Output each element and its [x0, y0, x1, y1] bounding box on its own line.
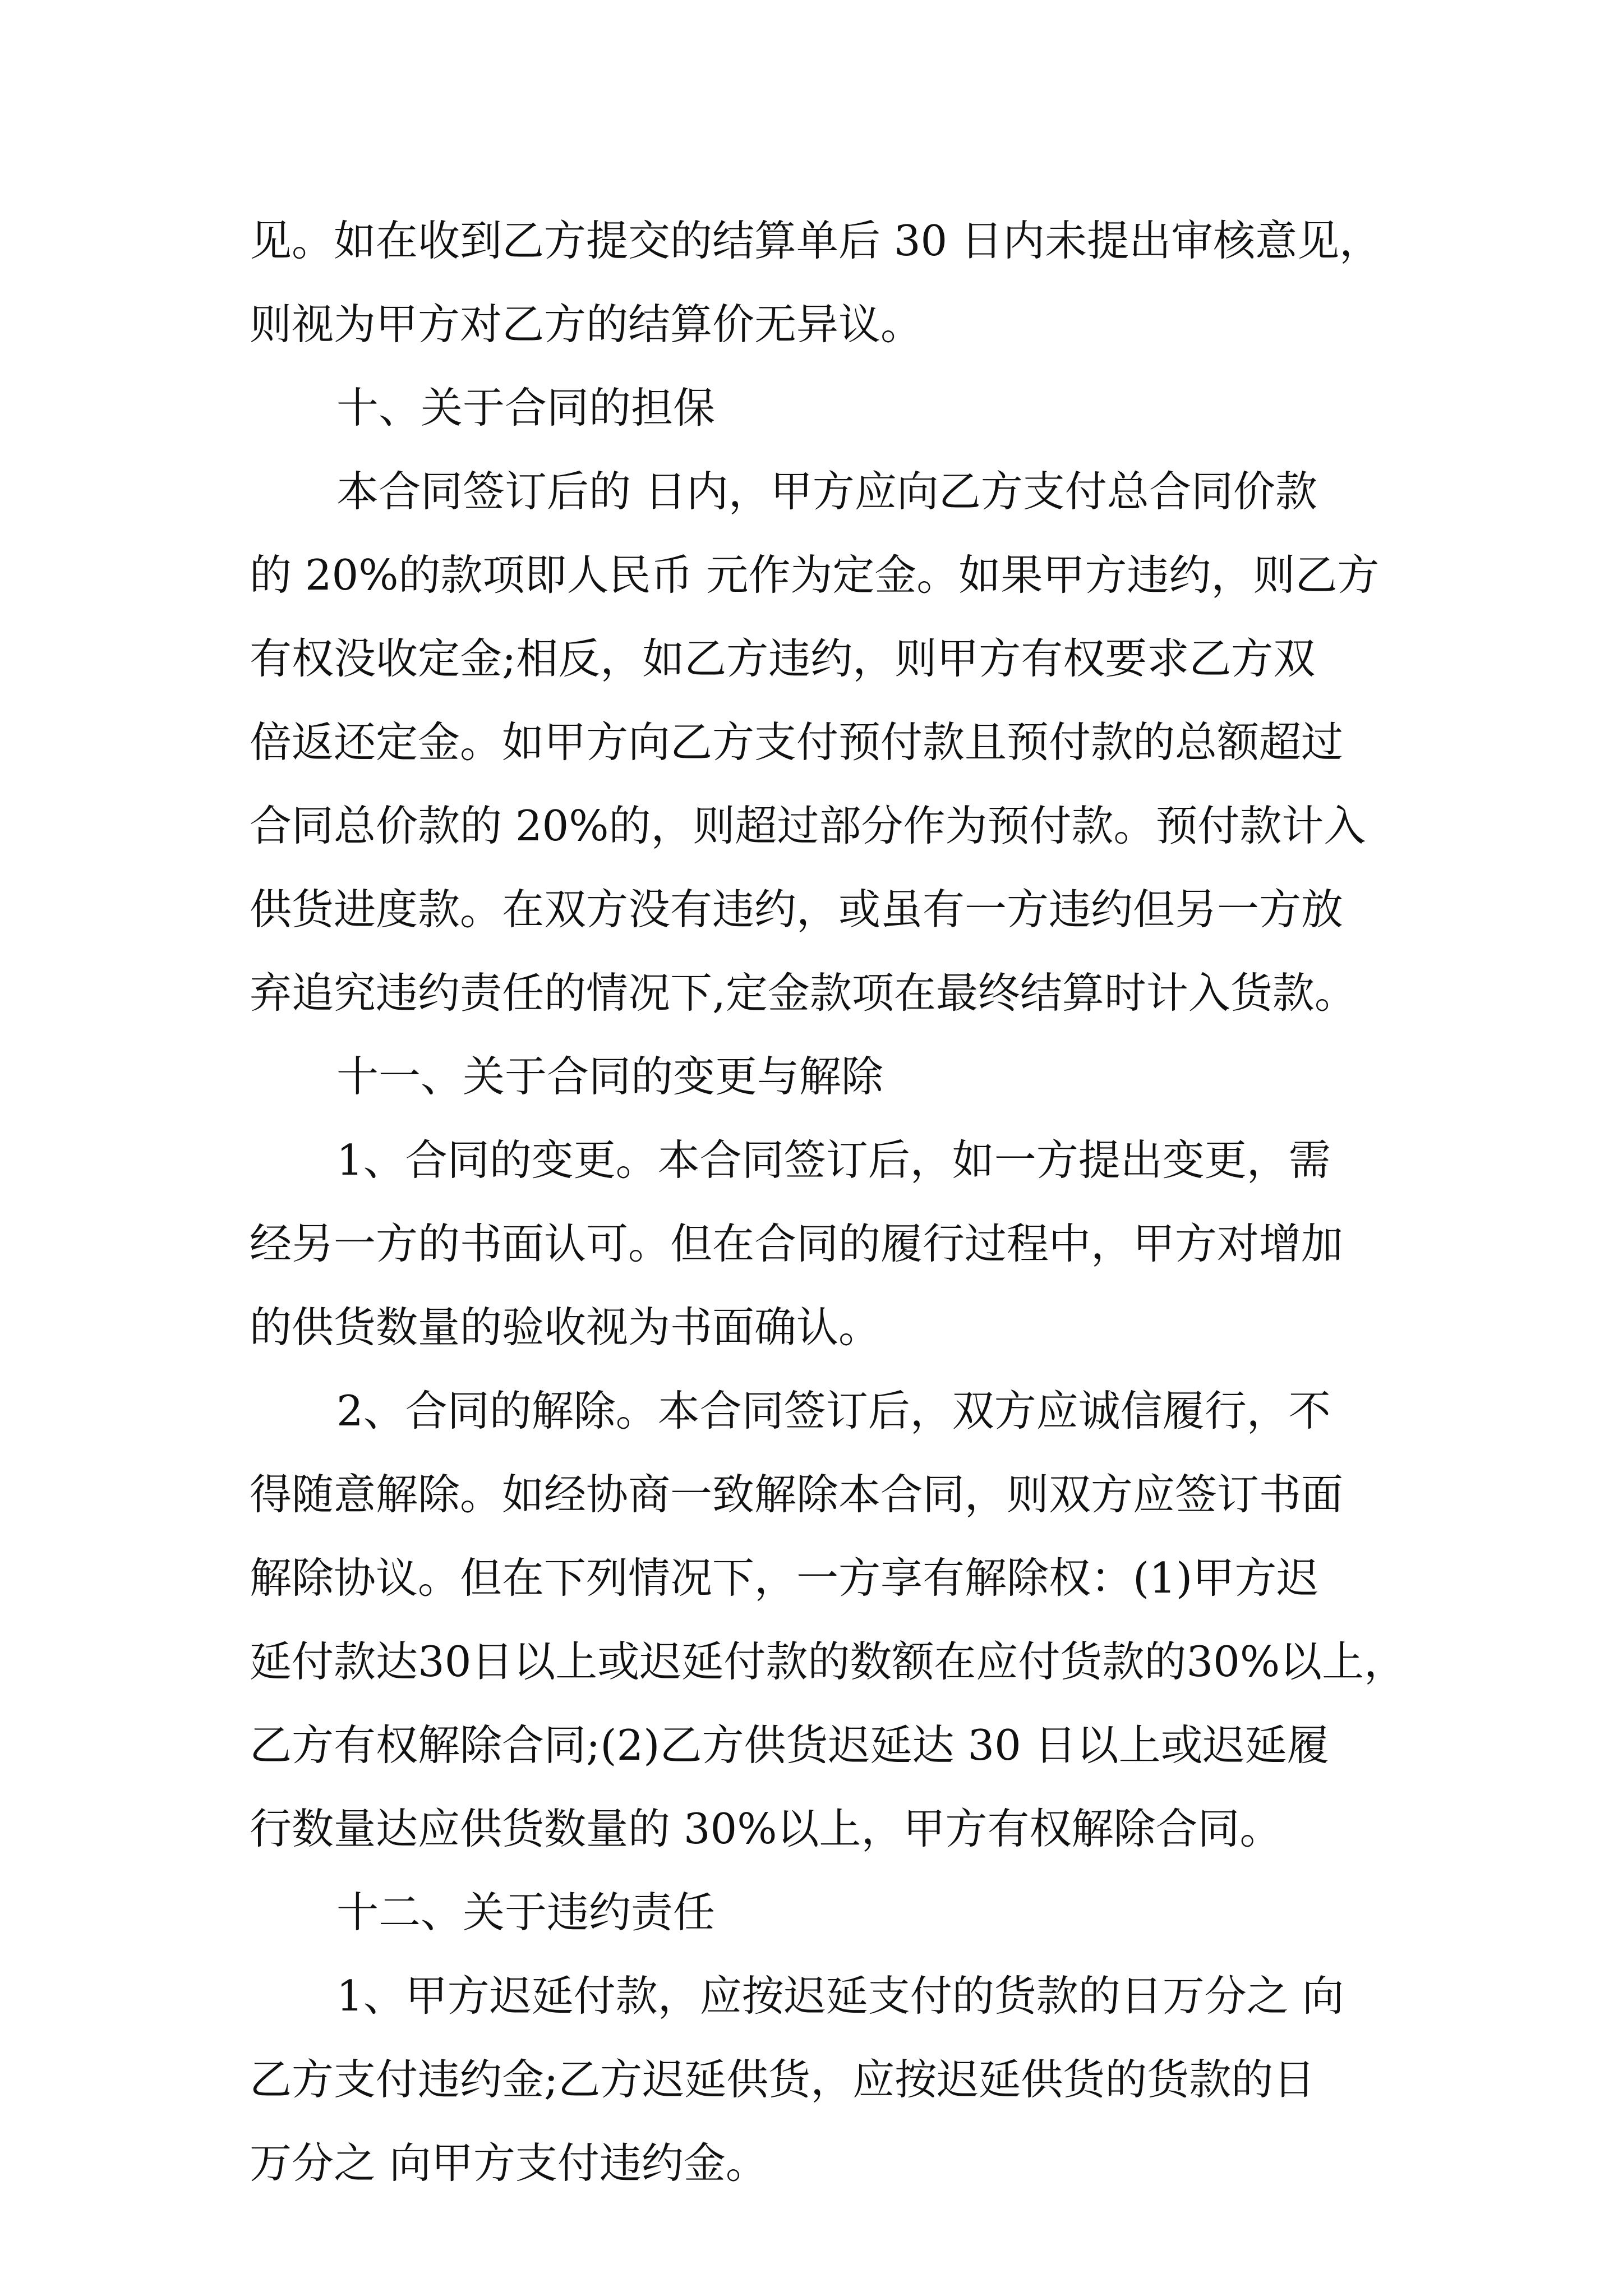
paragraph-line: 1、甲方迟延付款，应按迟延支付的货款的日万分之 向	[336, 1971, 1344, 2021]
paragraph-line: 解除协议。但在下列情况下，一方享有解除权：(1)甲方迟	[250, 1553, 1319, 1603]
paragraph-line: 倍返还定金。如甲方向乙方支付预付款且预付款的总额超过	[250, 717, 1344, 767]
paragraph-line: 则视为甲方对乙方的结算价无异议。	[250, 300, 923, 349]
paragraph-line: 乙方有权解除合同;(2)乙方供货迟延达 30 日以上或迟延履	[250, 1720, 1329, 1770]
section-heading-12: 十二、关于违约责任	[336, 1888, 716, 1937]
paragraph-line: 延付款达30日以上或迟延付款的数额在应付货款的30%以上，	[250, 1637, 1407, 1686]
paragraph-line: 有权没收定金;相反，如乙方违约，则甲方有权要求乙方双	[250, 634, 1316, 683]
paragraph-line: 弃追究违约责任的情况下,定金款项在最终结算时计入货款。	[250, 968, 1357, 1018]
paragraph-line: 见。如在收到乙方提交的结算单后 30 日内未提出审核意见，	[250, 216, 1382, 265]
paragraph-line: 乙方支付违约金;乙方迟延供货，应按迟延供货的货款的日	[250, 2055, 1316, 2104]
paragraph-line: 供货进度款。在双方没有违约，或虽有一方违约但另一方放	[250, 885, 1344, 934]
contract-page	[250, 199, 1407, 2205]
section-heading-10: 十、关于合同的担保	[336, 383, 716, 432]
paragraph-line: 的供货数量的验收视为书面确认。	[250, 1303, 881, 1352]
paragraph-line: 行数量达应供货数量的 30%以上，甲方有权解除合同。	[250, 1804, 1282, 1853]
section-heading-11: 十一、关于合同的变更与解除	[336, 1052, 884, 1101]
paragraph-line: 的 20%的款项即人民币 元作为定金。如果甲方违约，则乙方	[250, 550, 1380, 600]
paragraph-line: 万分之 向甲方支付违约金。	[250, 2138, 768, 2188]
paragraph-line: 合同总价款的 20%的，则超过部分作为预付款。预付款计入	[250, 801, 1366, 850]
paragraph-line: 本合同签订后的 日内，甲方应向乙方支付总合同价款	[336, 467, 1317, 516]
paragraph-line: 2、合同的解除。本合同签订后，双方应诚信履行，不	[336, 1386, 1331, 1435]
paragraph-line: 得随意解除。如经协商一致解除本合同，则双方应签订书面	[250, 1470, 1344, 1519]
paragraph-line: 经另一方的书面认可。但在合同的履行过程中，甲方对增加	[250, 1219, 1344, 1268]
paragraph-line: 1、合同的变更。本合同签订后，如一方提出变更，需	[336, 1135, 1331, 1185]
